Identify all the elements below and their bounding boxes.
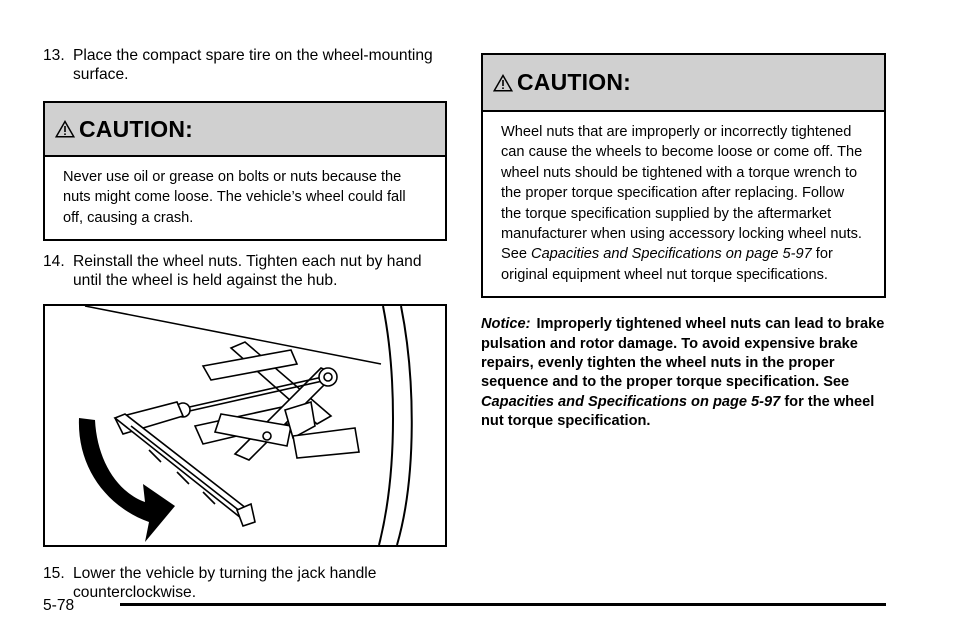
scissor-jack — [176, 342, 359, 460]
notice-text: Improperly tightened wheel nuts can lead to brake pulsation and rotor damage. To avoid expensive brake repairs, evenly tighten the wheel nuts in the proper sequence and to the proper torque specification. See — [481, 316, 885, 391]
caution-body: Never use oil or grease on bolts or nuts because the nuts might come loose. The vehicle’s wheel could fall off, causing a crash. — [63, 169, 406, 226]
counterclockwise-arrow-icon — [79, 418, 175, 542]
step-14-number: 14. — [43, 253, 65, 271]
notice-label: Notice: — [481, 316, 531, 333]
capacities-specifications-link[interactable]: Capacities and Specifications on page 5-97 — [531, 246, 812, 263]
notice-paragraph — [481, 315, 886, 431]
caution-header — [45, 103, 445, 157]
caution-body — [483, 112, 884, 296]
jack-illustration — [43, 304, 447, 547]
step-13-text: Place the compact spare tire on the wheel-mounting surface. — [73, 47, 433, 83]
step-15 — [43, 564, 447, 602]
caution-body-text-end: for original equipment wheel nut torque specifications. — [501, 246, 833, 283]
step-15-number: 15. — [43, 565, 65, 583]
vehicle-frame-line — [85, 306, 381, 364]
warning-triangle-icon — [493, 74, 513, 92]
step-15-text: Lower the vehicle by turning the jack handle counterclockwise. — [73, 565, 377, 602]
left-column — [43, 0, 447, 602]
step-14-text: Reinstall the wheel nuts. Tighten each nut by hand until the wheel is held against the hub. — [73, 253, 422, 290]
step-13 — [43, 46, 447, 84]
notice-text-end: for the wheel nut torque specification. — [481, 393, 875, 430]
caution-box-oil-grease — [43, 101, 447, 241]
caution-header — [483, 55, 884, 112]
caution-title: CAUTION: — [79, 115, 194, 142]
page-number: 5-78 — [43, 597, 75, 614]
footer-rule — [120, 603, 886, 606]
caution-body-text: Wheel nuts that are improperly or incorrectly tightened can cause the wheels to become loose or come off. The wheel nuts should be tightened with a torque wrench to the proper torque specification after replacing. Follow the torque specification supplied by the aftermarket manufacturer when using accessory locking wheel nuts. See — [501, 124, 863, 263]
right-column — [481, 0, 886, 432]
step-14 — [43, 252, 447, 290]
tire-outline — [379, 306, 412, 545]
warning-triangle-icon — [55, 120, 75, 138]
capacities-specifications-link[interactable]: Capacities and Specifications on page 5-97 — [481, 393, 781, 410]
step-13-number: 13. — [43, 47, 65, 64]
caution-title: CAUTION: — [517, 69, 632, 95]
caution-box-wheel-nuts — [481, 53, 886, 298]
